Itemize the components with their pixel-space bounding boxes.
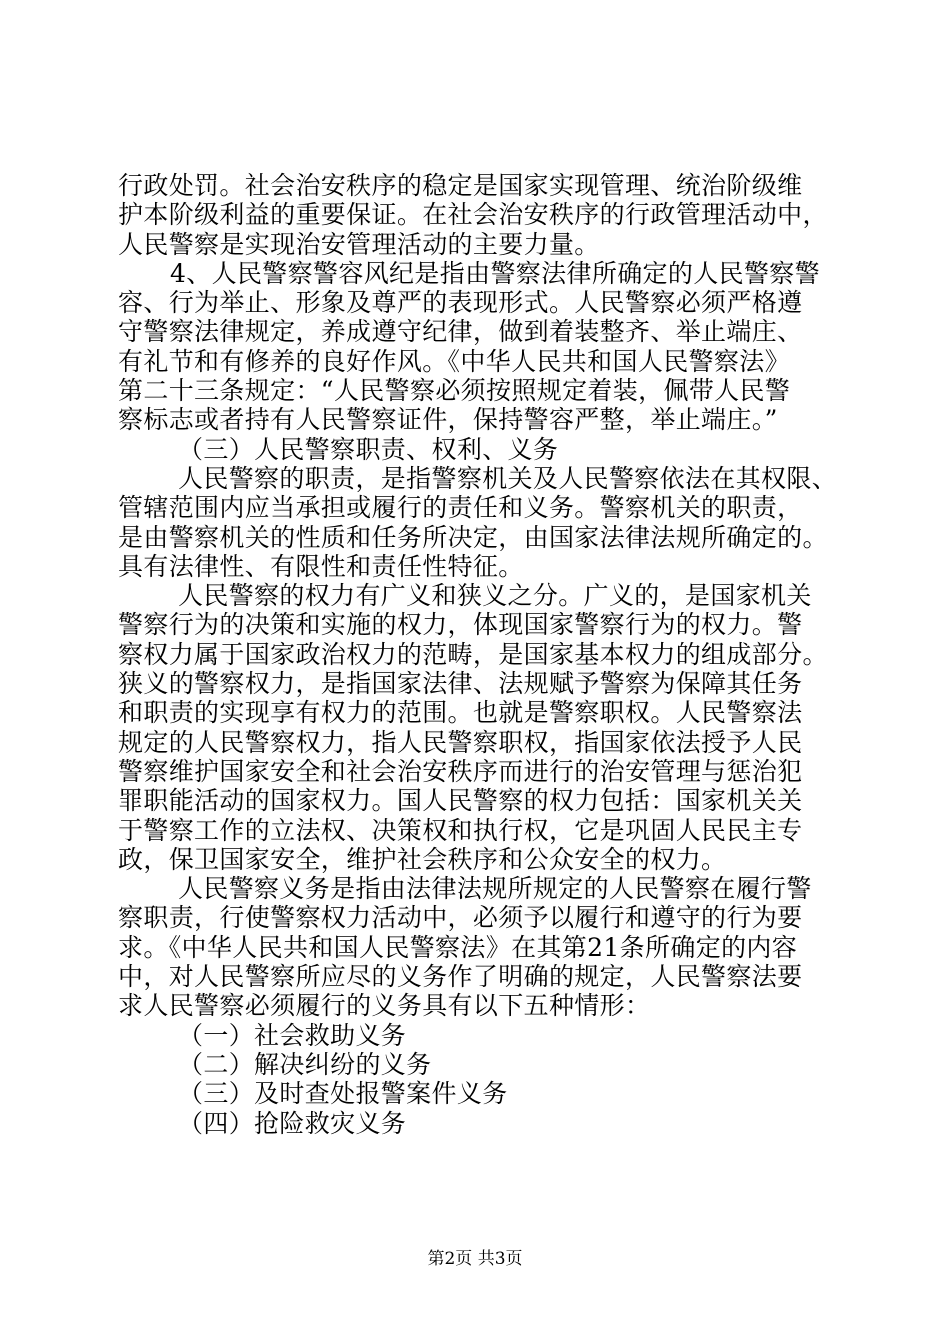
text-line: 容、行为举止、形象及尊严的表现形式。人民警察必须严格遵	[118, 288, 803, 318]
document-body	[118, 171, 856, 1138]
list-item: （二）解决纠纷的义务	[178, 1049, 432, 1079]
text-line: 察标志或者持有人民警察证件，保持警容严整，举止端庄。”	[118, 405, 778, 435]
text-line: 于警察工作的立法权、决策权和执行权，它是巩固人民民主专	[118, 815, 803, 845]
paragraph-start: 人民警察的权力有广义和狭义之分。广义的，是国家机关	[178, 581, 812, 611]
text-line: 中，对人民警察所应尽的义务作了明确的规定，人民警察法要	[118, 962, 803, 992]
text-line: 求。《中华人民共和国人民警察法》在其第21条所确定的内容	[118, 932, 798, 962]
list-item: （一）社会救助义务	[178, 1020, 407, 1050]
text-line: 察职责，行使警察权力活动中，必须予以履行和遵守的行为要	[118, 903, 803, 933]
text-line: 和职责的实现享有权力的范围。也就是警察职权。人民警察法	[118, 698, 803, 728]
text-line: 护本阶级利益的重要保证。在社会治安秩序的行政管理活动中，	[118, 200, 828, 230]
text-line: 察权力属于国家政治权力的范畴，是国家基本权力的组成部分。	[118, 639, 828, 669]
text-line: 政，保卫国家安全，维护社会秩序和公众安全的权力。	[118, 844, 727, 874]
text-line: 警察维护国家安全和社会治安秩序而进行的治安管理与惩治犯	[118, 756, 803, 786]
paragraph-start: 人民警察义务是指由法律法规所规定的人民警察在履行警	[178, 874, 812, 904]
text-line: 求人民警察必须履行的义务具有以下五种情形：	[118, 991, 651, 1021]
list-item: （三）及时查处报警案件义务	[178, 1079, 508, 1109]
text-line: 狭义的警察权力，是指国家法律、法规赋予警察为保障其任务	[118, 669, 803, 699]
list-item: （四）抢险救灾义务	[178, 1108, 407, 1138]
text-line: 具有法律性、有限性和责任性特征。	[118, 551, 524, 581]
page-number-footer: 第2页 共3页	[427, 1249, 523, 1269]
text-line: 管辖范围内应当承担或履行的责任和义务。警察机关的职责，	[118, 493, 803, 523]
text-line: 行政处罚。社会治安秩序的稳定是国家实现管理、统治阶级维	[118, 171, 803, 200]
text-line: 是由警察机关的性质和任务所决定，由国家法律法规所确定的。	[118, 522, 828, 552]
paragraph-start: 4、人民警察警容风纪是指由警察法律所确定的人民警察警	[170, 258, 821, 288]
text-line: 第二十三条规定：“人民警察必须按照规定着装，佩带人民警	[118, 376, 791, 406]
text-line: 警察行为的决策和实施的权力，体现国家警察行为的权力。警	[118, 610, 803, 640]
text-line: 罪职能活动的国家权力。国人民警察的权力包括：国家机关关	[118, 786, 803, 816]
text-line: 守警察法律规定，养成遵守纪律，做到着装整齐、举止端庄、	[118, 317, 803, 347]
section-heading: （三）人民警察职责、权利、义务	[178, 434, 559, 464]
text-line: 有礼节和有修养的良好作风。《中华人民共和国人民警察法》	[118, 346, 790, 376]
text-line: 规定的人民警察权力，指人民警察职权，指国家依法授予人民	[118, 727, 803, 757]
text-line: 人民警察是实现治安管理活动的主要力量。	[118, 229, 600, 259]
paragraph-start: 人民警察的职责，是指警察机关及人民警察依法在其权限、	[178, 463, 838, 493]
